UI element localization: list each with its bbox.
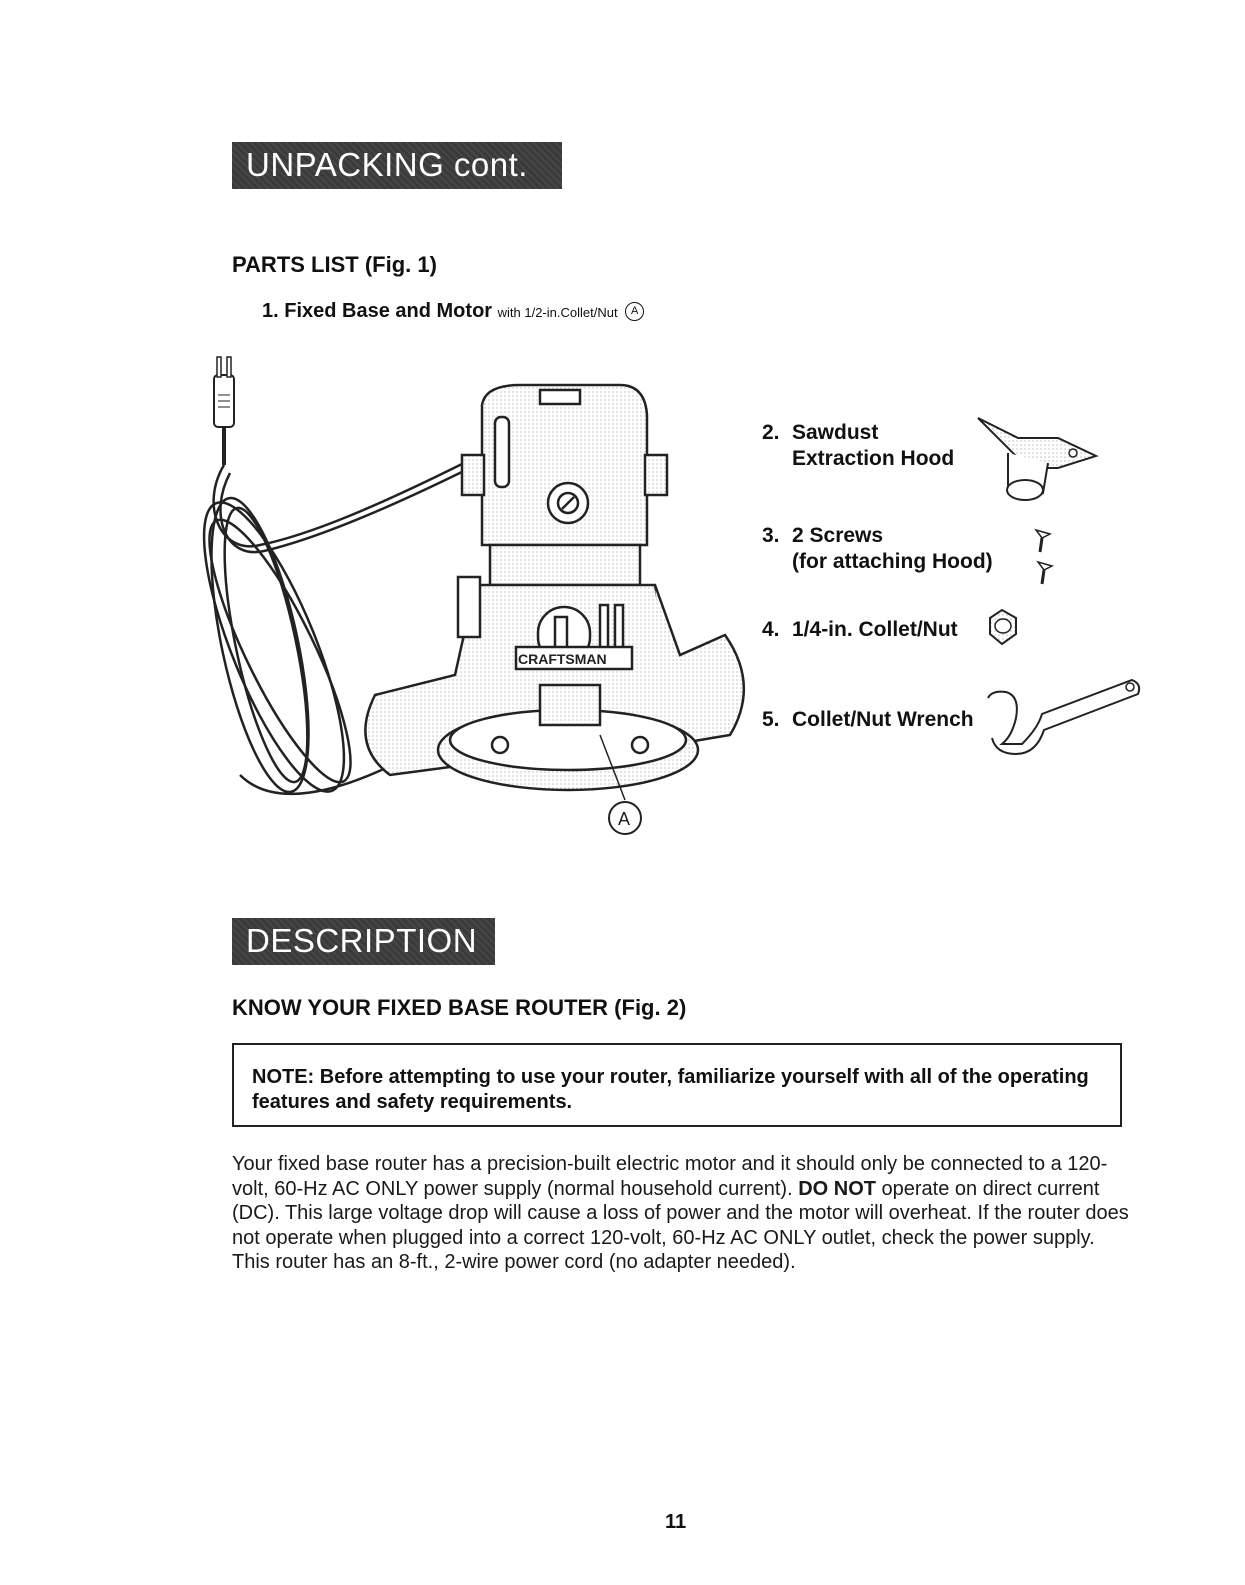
power-plug-icon	[214, 357, 234, 465]
description-heading: KNOW YOUR FIXED BASE ROUTER (Fig. 2)	[232, 995, 687, 1020]
note-box	[232, 1043, 1122, 1127]
item-number: 4.	[762, 618, 780, 641]
item-number: 2.	[762, 421, 780, 444]
fixed-base	[365, 577, 743, 800]
collet-nut-icon	[982, 606, 1022, 650]
item-detail: with 1/2-in.Collet/Nut	[497, 305, 618, 320]
body-text-emphasis: DO NOT	[798, 1177, 876, 1200]
parts-list-item-2	[762, 420, 954, 472]
sawdust-hood-icon	[968, 408, 1103, 508]
item-label-line1: 1/4-in. Collet/Nut	[792, 618, 958, 641]
body-text-part1: Your fixed base router has a precision-built electric motor and it should only be connected to a 120-volt, 60-Hz AC ONLY power supply (normal household current).	[232, 1153, 1108, 1200]
item-number: 1.	[262, 300, 279, 322]
router-illustration	[200, 355, 760, 840]
body-text-part2: operate on direct current (DC). This large voltage drop will cause a loss of power and the motor will overheat. If the router does not operate when plugged into a correct 120-volt, 60-Hz AC ONLY outlet, check the power supply. This router has an 8-ft., 2-wire power cord (no adapter needed).	[232, 1177, 1129, 1273]
wrench-icon	[982, 668, 1142, 758]
item-number: 5.	[762, 708, 780, 731]
item-label-line2: Extraction Hood	[792, 447, 955, 470]
description-body	[232, 1152, 1132, 1275]
callout-a-marker: A	[625, 302, 644, 321]
callout-a-label: A	[618, 809, 631, 829]
item-label-line1: 2 Screws	[792, 524, 884, 547]
section-banner-description: DESCRIPTION	[232, 918, 495, 965]
parts-list-item-1	[262, 300, 644, 323]
screws-icon	[1028, 528, 1058, 588]
note-text: NOTE: Before attempting to use your router, familiarize yourself with all of the operating features and safety requirements.	[252, 1066, 1089, 1113]
parts-list-item-4	[762, 617, 958, 643]
parts-list-item-3	[762, 523, 993, 575]
item-label: Fixed Base and Motor	[284, 300, 493, 322]
item-label-line1: Sawdust	[792, 421, 879, 444]
motor-housing	[462, 385, 667, 585]
router-brand-label: CRAFTSMAN	[518, 651, 607, 667]
parts-list-item-5	[762, 707, 974, 733]
section-banner-unpacking: UNPACKING cont.	[232, 142, 562, 189]
item-number: 3.	[762, 524, 780, 547]
parts-list-heading: PARTS LIST (Fig. 1)	[232, 252, 437, 277]
item-label-line2: (for attaching Hood)	[792, 550, 993, 573]
page-number: 11	[665, 1511, 687, 1533]
item-label-line1: Collet/Nut Wrench	[792, 708, 974, 731]
